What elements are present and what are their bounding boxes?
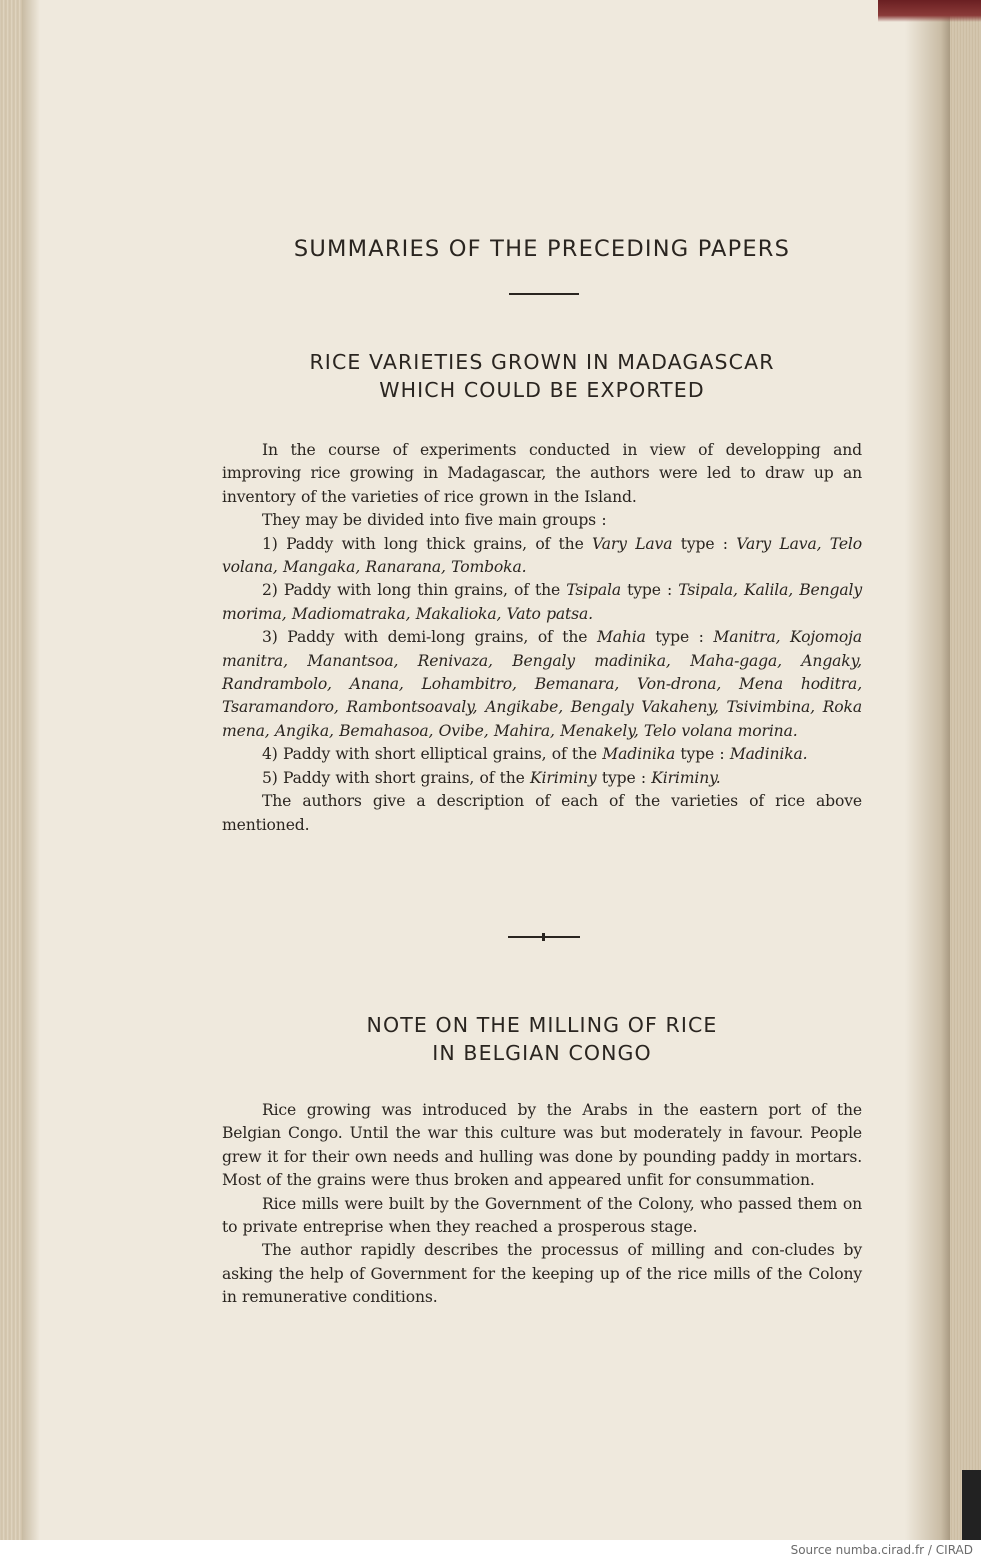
section1-title-line1: RICE VARIETIES GROWN IN MADAGASCAR — [309, 350, 775, 374]
section2-title-line2: IN BELGIAN CONGO — [432, 1041, 652, 1065]
section2-title — [222, 1011, 862, 1067]
group1-type: Vary Lava — [592, 534, 673, 553]
section2-p3: The author rapidly describes the processus of milling and con-cludes by asking the help of Government for the keeping up of the rice mills of the Colony in remunerative conditions. — [222, 1241, 862, 1307]
section2-title-line1: NOTE ON THE MILLING OF RICE — [366, 1013, 718, 1037]
group3-text: 3) Paddy with demi-long grains, of the — [262, 628, 597, 647]
group5-type: Kiriminy — [530, 768, 597, 787]
page-edges-right — [950, 0, 981, 1540]
section1-title-line2: WHICH COULD BE EXPORTED — [379, 378, 705, 402]
gutter-shadow — [22, 0, 40, 1540]
group3-type: Mahia — [596, 628, 646, 647]
group2-text: 2) Paddy with long thin grains, of the — [262, 581, 567, 600]
group5-text: 5) Paddy with short grains, of the — [262, 768, 531, 787]
section2-p1: Rice growing was introduced by the Arabs in the eastern port of the Belgian Congo. Until the war this culture was but moderately in favour. People grew it for their own needs and hulling was done by pounding paddy in mortars. Most of the grains were thus broken and appeared unfit for consummation. — [222, 1101, 862, 1190]
book-binding — [878, 0, 981, 22]
group5-type-word: type : — [596, 768, 652, 787]
section2-paragraph — [222, 1099, 862, 1310]
group4-text: 4) Paddy with short elliptical grains, of the — [262, 745, 603, 764]
group2-varieties: Tsipala, Kalila, Bengaly morima, Madiomatraka, Makalioka, Vato patsa. — [222, 581, 862, 623]
group4-varieties: Madinika. — [729, 745, 808, 764]
group1-varieties: Vary Lava, Telo volana, Mangaka, Ranarana, Tomboka. — [222, 534, 862, 577]
group2-type: Tsipala — [566, 581, 621, 600]
title-rule — [509, 293, 579, 295]
page-title: SUMMARIES OF THE PRECEDING PAPERS — [293, 236, 791, 262]
section-divider — [508, 929, 580, 943]
group3-varieties: Manitra, Kojomoja manitra, Manantsoa, Renivaza, Bengaly madinika, Maha-gaga, Angaky, Randrambolo, Anana, Lohambitro, Bemanara, Von-drona, Mena hoditra, Tsaramandoro, Rambontsoavaly, Angikabe, Bengaly Vakaheny, Tsivimbina, Roka mena, Angika, Bemahasoa, Ovibe, Mahira, Menakely, Telo volana morina. — [222, 628, 862, 740]
section1-conclusion: The authors give a description of each of the varieties of rice above mentioned. — [222, 792, 862, 834]
section1-title — [222, 348, 862, 404]
group1-type-word: type : — [672, 534, 737, 553]
group4-type: Madinika — [602, 745, 676, 764]
section2-p2: Rice mills were built by the Government of the Colony, who passed them on to private entreprise when they reached a prosperous stage. — [222, 1194, 862, 1237]
section1-paragraph — [222, 439, 862, 837]
source-credit: Source numba.cirad.fr / CIRAD — [790, 1543, 973, 1557]
section1-intro: In the course of experiments conducted in view of developping and improving rice growing in Madagascar, the authors were led to draw up an inventory of the varieties of rice grown in the Island. — [222, 441, 862, 506]
group1-text: 1) Paddy with long thick grains, of the — [262, 534, 593, 553]
book-binding-corner — [962, 1470, 981, 1540]
group2-type-word: type : — [621, 581, 679, 600]
page-edges-left — [0, 0, 22, 1540]
group4-type-word: type : — [675, 745, 730, 764]
section1-groups-intro: They may be divided into five main groups : — [262, 511, 607, 530]
spine-shadow — [905, 0, 950, 1540]
group5-varieties: Kiriminy. — [651, 768, 721, 787]
group3-type-word: type : — [645, 628, 714, 647]
